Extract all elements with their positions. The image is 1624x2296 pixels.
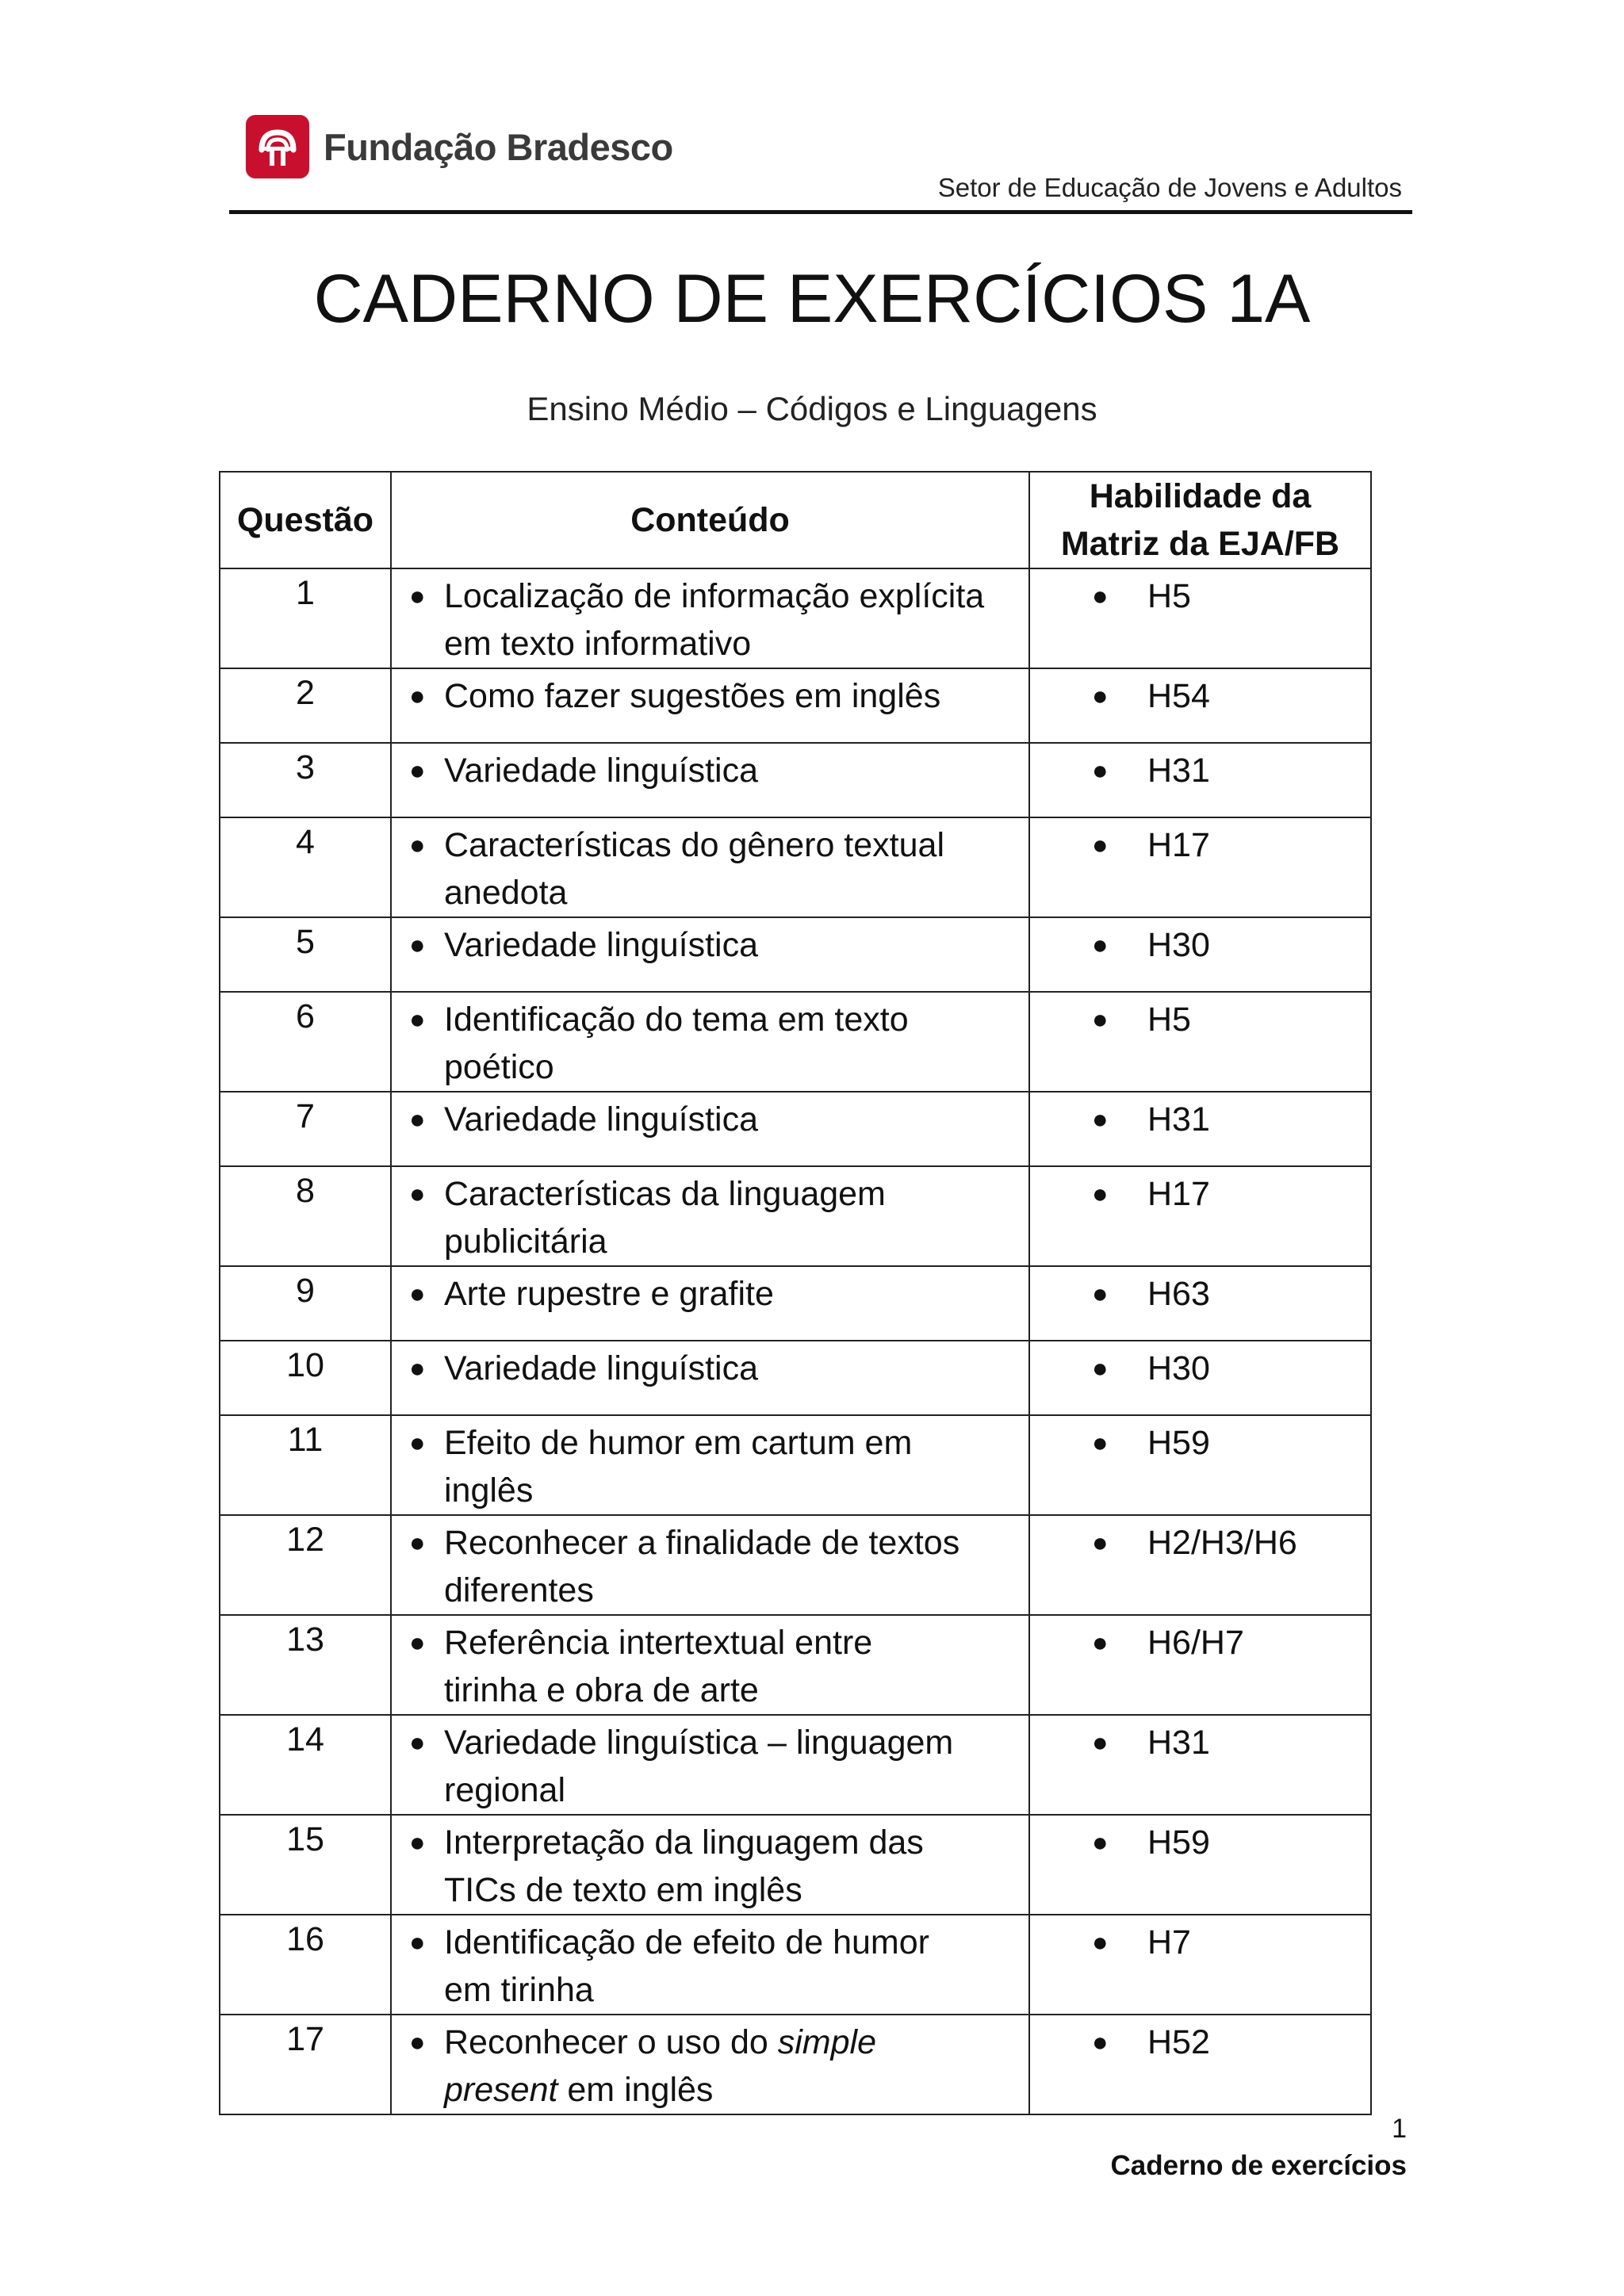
header-divider [229,210,1412,214]
question-number: 10 [220,1341,391,1415]
table-row [220,668,1371,743]
bullet-dot-icon: ● [409,1628,426,1658]
sector-name: Setor de Educação de Jovens e Adultos [937,173,1402,202]
table-row [220,1715,1371,1815]
bullet-dot-icon: ● [1092,1927,1109,1957]
content-line: Reconhecer a finalidade de textos [444,1524,960,1562]
skill-cell [1029,1415,1371,1515]
skill-code: H31 [1147,752,1210,790]
question-number: 1 [220,568,391,668]
table-row [220,1166,1371,1266]
content-cell [391,1815,1029,1915]
content-line: Características da linguagem [444,1175,886,1213]
content-line: inglês [444,1471,534,1510]
bullet-dot-icon: ● [409,756,426,786]
question-number: 4 [220,817,391,917]
skill-code: H59 [1147,1424,1210,1462]
bullet-dot-icon: ● [1092,830,1109,860]
table-row [220,1915,1371,2015]
question-number: 8 [220,1166,391,1266]
content-line: Referência intertextual entre [444,1624,873,1662]
bullet-dot-icon: ● [1092,1528,1109,1558]
skill-cell [1029,1815,1371,1915]
skill-code: H30 [1147,1349,1210,1387]
content-cell [391,1166,1029,1266]
content-italic-text: present [444,2071,558,2109]
question-number: 13 [220,1615,391,1715]
content-cell [391,568,1029,668]
skill-code: H5 [1147,1001,1191,1039]
question-number: 16 [220,1915,391,2015]
skill-code: H17 [1147,1175,1210,1213]
bradesco-tree-logo-icon [246,115,309,178]
content-cell [391,1615,1029,1715]
table-row [220,992,1371,1092]
table-row [220,1615,1371,1715]
table-row [220,1515,1371,1615]
content-line: Variedade linguística – linguagem [444,1724,954,1762]
content-cell [391,992,1029,1092]
table-row [220,568,1371,668]
content-line [444,2066,876,2114]
table-row [220,2015,1371,2114]
table-row [220,1415,1371,1515]
content-cell [391,1915,1029,2015]
bullet-dot-icon: ● [409,1827,426,1858]
exercise-table [219,471,1372,2115]
question-number: 6 [220,992,391,1092]
header-skill [1029,472,1371,568]
content-text: em inglês [557,2071,714,2109]
table-row [220,743,1371,817]
skill-cell [1029,1515,1371,1615]
content-line: Variedade linguística [444,1100,759,1138]
header-question: Questão [220,472,391,568]
skill-code: H17 [1147,826,1210,864]
bullet-dot-icon: ● [409,930,426,960]
question-number: 17 [220,2015,391,2114]
content-line: poético [444,1048,554,1086]
content-line: Identificação de efeito de humor [444,1923,929,1961]
content-line: Localização de informação explícita [444,577,985,615]
bullet-dot-icon: ● [409,681,426,711]
question-number: 12 [220,1515,391,1615]
skill-code: H7 [1147,1923,1191,1961]
content-cell [391,1341,1029,1415]
skill-cell [1029,992,1371,1092]
skill-code: H31 [1147,1100,1210,1138]
table-row [220,917,1371,992]
content-line: Características do gênero textual [444,826,944,864]
content-cell [391,917,1029,992]
content-cell [391,1515,1029,1615]
content-cell [391,2015,1029,2114]
content-line: em tirinha [444,1971,594,2009]
skill-cell [1029,2015,1371,2114]
bullet-dot-icon: ● [1092,2027,1109,2057]
brand-logo [246,115,673,178]
content-cell [391,743,1029,817]
table-row [220,817,1371,917]
table-row [220,1092,1371,1166]
content-line: publicitária [444,1223,607,1261]
question-number: 3 [220,743,391,817]
content-cell [391,817,1029,917]
skill-cell [1029,1341,1371,1415]
bullet-dot-icon: ● [1092,930,1109,960]
content-line: Variedade linguística [444,1349,759,1387]
content-line: Variedade linguística [444,752,759,790]
bullet-dot-icon: ● [409,581,426,611]
bullet-dot-icon: ● [409,1279,426,1309]
skill-code: H31 [1147,1724,1210,1762]
bullet-dot-icon: ● [1092,1628,1109,1658]
content-line: Como fazer sugestões em inglês [444,677,941,715]
skill-code: H30 [1147,926,1210,964]
table-row [220,1815,1371,1915]
page-title: CADERNO DE EXERCÍCIOS 1A [313,261,1311,337]
skill-code: H59 [1147,1823,1210,1862]
content-line: Efeito de humor em cartum em [444,1424,913,1462]
skill-cell [1029,917,1371,992]
content-line [444,2019,876,2066]
skill-cell [1029,1715,1371,1815]
bullet-dot-icon: ● [1092,1728,1109,1758]
skill-cell [1029,1166,1371,1266]
skill-code: H54 [1147,677,1210,715]
bullet-dot-icon: ● [409,1428,426,1458]
content-line: diferentes [444,1571,594,1609]
bullet-dot-icon: ● [1092,1428,1109,1458]
page-subtitle: Ensino Médio – Códigos e Linguagens [527,390,1097,427]
bullet-dot-icon: ● [1092,1827,1109,1858]
content-italic-text: simple [777,2023,876,2061]
table-header-row [220,472,1371,568]
question-number: 2 [220,668,391,743]
question-number: 9 [220,1266,391,1341]
question-number: 5 [220,917,391,992]
bullet-dot-icon: ● [409,1927,426,1957]
bullet-dot-icon: ● [409,1728,426,1758]
skill-cell [1029,1092,1371,1166]
content-line: Identificação do tema em texto [444,1001,909,1039]
bullet-dot-icon: ● [1092,756,1109,786]
footer-label: Caderno de exercícios [1110,2150,1407,2181]
bullet-dot-icon: ● [1092,1179,1109,1209]
skill-code: H2/H3/H6 [1147,1524,1297,1562]
bullet-dot-icon: ● [1092,1004,1109,1035]
skill-cell [1029,817,1371,917]
skill-cell [1029,1615,1371,1715]
content-line: regional [444,1771,565,1809]
question-number: 14 [220,1715,391,1815]
header-skill-line1: Habilidade da [1089,477,1312,515]
content-cell [391,1715,1029,1815]
content-cell [391,1092,1029,1166]
bullet-dot-icon: ● [1092,581,1109,611]
skill-code: H6/H7 [1147,1624,1244,1662]
bullet-dot-icon: ● [409,1179,426,1209]
content-cell [391,1415,1029,1515]
bullet-dot-icon: ● [409,1528,426,1558]
content-line: Interpretação da linguagem das [444,1823,924,1862]
skill-cell [1029,743,1371,817]
content-cell [391,668,1029,743]
skill-cell [1029,1915,1371,2015]
table-row [220,1341,1371,1415]
bullet-dot-icon: ● [409,1004,426,1035]
content-text: Reconhecer o uso do [444,2023,778,2061]
header-skill-line2: Matriz da EJA/FB [1060,525,1340,563]
question-number: 11 [220,1415,391,1515]
bullet-dot-icon: ● [409,830,426,860]
bullet-dot-icon: ● [1092,681,1109,711]
table-row [220,1266,1371,1341]
bullet-dot-icon: ● [409,2027,426,2057]
content-line: tirinha e obra de arte [444,1671,759,1709]
bullet-dot-icon: ● [409,1353,426,1383]
skill-cell [1029,568,1371,668]
bullet-dot-icon: ● [1092,1279,1109,1309]
content-line: Arte rupestre e grafite [444,1275,774,1313]
header-content: Conteúdo [391,472,1029,568]
brand-name: Fundação Bradesco [324,125,673,168]
skill-cell [1029,1266,1371,1341]
skill-code: H63 [1147,1275,1210,1313]
skill-code: H5 [1147,577,1191,615]
question-number: 15 [220,1815,391,1915]
content-line: em texto informativo [444,625,752,663]
bullet-dot-icon: ● [409,1104,426,1135]
content-line: anedota [444,874,568,912]
content-line: Variedade linguística [444,926,759,964]
content-cell [391,1266,1029,1341]
question-number: 7 [220,1092,391,1166]
page-number: 1 [1392,2114,1407,2144]
bullet-dot-icon: ● [1092,1353,1109,1383]
skill-code: H52 [1147,2023,1210,2061]
content-line: TICs de texto em inglês [444,1871,802,1909]
bullet-dot-icon: ● [1092,1104,1109,1135]
skill-cell [1029,668,1371,743]
